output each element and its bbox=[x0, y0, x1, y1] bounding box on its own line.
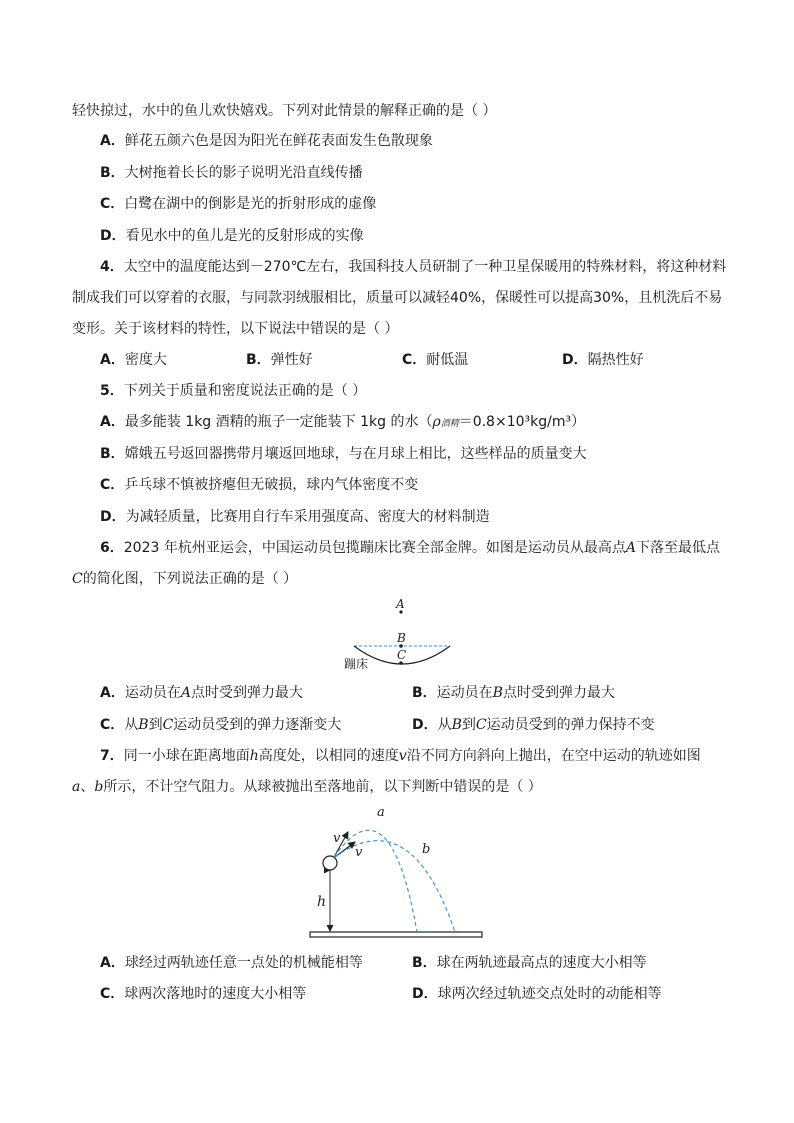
projectile-figure bbox=[305, 800, 495, 945]
q5-option-b: B．嫦娥五号返回器携带月壤返回地球，与在月球上相比，这些样品的质量变大 bbox=[100, 446, 587, 462]
q6-option-c: C．从B到C运动员受到的弹力逐渐变大 bbox=[100, 717, 342, 733]
label-v2: v bbox=[355, 845, 363, 860]
q3-option-d: D．看见水中的鱼儿是光的反射形成的实像 bbox=[100, 228, 364, 244]
label-v1: v bbox=[333, 831, 341, 846]
q6-stem-line2: C的简化图，下列说法正确的是（ ） bbox=[72, 571, 298, 587]
q3-option-a: A．鲜花五颜六色是因为阳光在鲜花表面发生色散现象 bbox=[100, 133, 433, 149]
ground-bar bbox=[310, 932, 482, 937]
q4-stem-line2: 制成我们可以穿着的衣服，与同款羽绒服相比，质量可以减轻40%，保暖性可以提高30%，且机洗后不易 bbox=[72, 290, 723, 306]
q4-number: 4． bbox=[100, 259, 124, 275]
q7-number: 7． bbox=[100, 748, 124, 764]
label-a: a bbox=[377, 805, 385, 820]
label-b: b bbox=[422, 842, 431, 857]
q3-option-b: B．大树拖着长长的影子说明光沿直线传播 bbox=[100, 165, 363, 181]
q6-option-d: D．从B到C运动员受到的弹力保持不变 bbox=[412, 717, 655, 733]
q4-option-c: C．耐低温 bbox=[402, 352, 469, 368]
q4-option-b: B．弹性好 bbox=[246, 352, 313, 368]
trampoline-caption: 蹦床 bbox=[344, 657, 369, 671]
q5-stem: 5．下列关于质量和密度说法正确的是（ ） bbox=[100, 383, 367, 399]
q5-number: 5． bbox=[100, 383, 124, 399]
q4-option-a: A．密度大 bbox=[100, 352, 167, 368]
label-c: C bbox=[397, 648, 407, 662]
label-b: B bbox=[397, 631, 406, 645]
trajectory-b bbox=[335, 841, 455, 932]
q4-stem-line1: 4．太空中的温度能达到－270℃左右，我国科技人员研制了一种卫星保暖用的特殊材料，将这种材料 bbox=[100, 259, 727, 275]
q4-stem-line3: 变形。关于该材料的特性，以下说法中错误的是（ ） bbox=[72, 321, 399, 337]
q7-stem-line2: a、b所示，不计空气阻力。从球被抛出至落地前，以下判断中错误的是（ ） bbox=[72, 779, 542, 795]
q5-option-c: C．乒乓球不慎被挤瘪但无破损，球内气体密度不变 bbox=[100, 477, 419, 493]
q6-stem-line1: 6．2023 年杭州亚运会，中国运动员包揽蹦床比赛全部金牌。如图是运动员从最高点A下落至最低点 bbox=[100, 540, 720, 556]
q3-option-c: C．白鹭在湖中的倒影是光的折射形成的虚像 bbox=[100, 196, 377, 212]
q6-number: 6． bbox=[100, 540, 124, 556]
q5-option-a: A．最多能装 1kg 酒精的瓶子一定能装下 1kg 的水（ρ酒精＝0.8×10³kg/m³） bbox=[100, 414, 586, 430]
label-a: A bbox=[396, 597, 405, 611]
trampoline-figure bbox=[330, 594, 470, 674]
q4-option-d: D．隔热性好 bbox=[562, 352, 644, 368]
trajectory-a bbox=[334, 830, 417, 932]
q7-option-a: A．球经过两轨迹任意一点处的机械能相等 bbox=[100, 955, 363, 971]
label-h: h bbox=[317, 894, 327, 910]
q6-option-a: A．运动员在A点时受到弹力最大 bbox=[100, 685, 303, 701]
q7-option-b: B．球在两轨迹最高点的速度大小相等 bbox=[412, 955, 647, 971]
q5-option-d: D．为减轻质量，比赛用自行车采用强度高、密度大的材料制造 bbox=[100, 509, 490, 525]
q7-stem-line1: 7．同一小球在距离地面h高度处，以相同的速度v沿不同方向斜向上抛出，在空中运动的轨迹如图 bbox=[100, 748, 701, 764]
q6-option-b: B．运动员在B点时受到弹力最大 bbox=[412, 685, 615, 701]
q7-option-d: D．球两次经过轨迹交点处时的动能相等 bbox=[412, 986, 662, 1002]
ball bbox=[323, 856, 337, 870]
q3-stem-tail: 轻快掠过，水中的鱼儿欢快嬉戏。下列对此情景的解释正确的是（ ） bbox=[72, 103, 497, 119]
q7-option-c: C．球两次落地时的速度大小相等 bbox=[100, 986, 307, 1002]
